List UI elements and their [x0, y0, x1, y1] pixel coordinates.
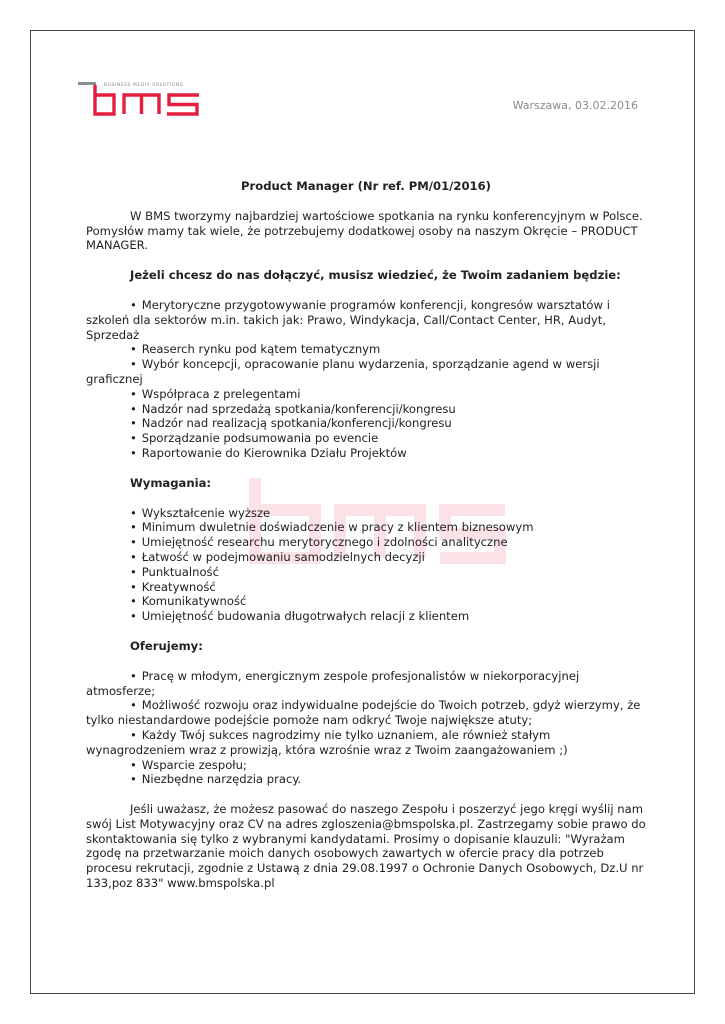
- bullet-icon: •: [130, 698, 137, 713]
- list-item: • Umiejętność researchu merytorycznego i zdolności analityczne: [130, 535, 508, 550]
- bullet-icon: •: [130, 297, 137, 312]
- bullet-icon: •: [130, 357, 137, 372]
- list-item: • Komunikatywność: [130, 594, 247, 609]
- bullet-icon: •: [130, 386, 137, 401]
- list-item: • Sporządzanie podsumowania po evencie: [130, 431, 379, 446]
- job-posting: [86, 179, 646, 891]
- list-item: • Możliwość rozwoju oraz indywidualne podejście do Twoich potrzeb, gdyż wierzymy, że tylko niestandardowe podejście pomoże nam odkryć Twoje największe atuty;: [86, 698, 641, 728]
- requirements-heading: Wymagania:: [130, 475, 212, 490]
- requirements-list: [86, 506, 646, 624]
- list-item: • Umiejętność budowania długotrwałych relacji z klientem: [130, 609, 470, 624]
- closing-paragraph: Jeśli uważasz, że możesz pasować do naszego Zespołu i poszerzyć jego kręgi wyślij nam swój List Motywacyjny oraz CV na adres zgloszenia@bmspolska.pl. Zastrzegamy sobie prawo do skontaktowania się tylko z wybranymi kandydatami. Prosimy o dopisanie klauzuli: "Wyrażam zgodę na przetwarzanie moich danych osobowych zawartych w ofercie pracy dla potrzeb procesu rekrutacji, zgodnie z Ustawą z dnia 29.08.1997 o Ochronie Danych Osobowych, Dz.U nr 133,poz 833" www.bmspolska.pl: [86, 802, 646, 891]
- job-title: Product Manager (Nr ref. PM/01/2016): [241, 179, 491, 193]
- bullet-icon: •: [130, 431, 137, 446]
- list-item: • Nadzór nad realizacją spotkania/konferencji/kongresu: [130, 416, 452, 431]
- list-item: • Nadzór nad sprzedażą spotkania/konferencji/kongresu: [130, 401, 456, 416]
- list-item: • Kreatywność: [130, 579, 216, 594]
- list-item: • Reaserch rynku pod kątem tematycznym: [130, 342, 381, 357]
- bullet-icon: •: [130, 520, 137, 535]
- bullet-icon: •: [130, 342, 137, 357]
- tasks-heading: Jeżeli chcesz do nas dołączyć, musisz wiedzieć, że Twoim zadaniem będzie:: [130, 268, 621, 283]
- bullet-icon: •: [130, 668, 137, 683]
- bullet-icon: •: [130, 535, 137, 550]
- list-item: • Każdy Twój sukces nagrodzimy nie tylko uznaniem, ale również stałym wynagrodzeniem wraz z prowizją, która wzrośnie wraz z Twoim zaangażowaniem ;): [86, 727, 568, 757]
- list-item: • Wybór koncepcji, opracowanie planu wydarzenia, sporządzanie agend w wersji graficznej: [86, 357, 600, 386]
- list-item: • Niezbędne narzędzia pracy.: [130, 772, 302, 787]
- bullet-icon: •: [130, 564, 137, 579]
- bullet-icon: •: [130, 609, 137, 624]
- bms-logo: [78, 80, 208, 118]
- intro-paragraph-2: Pomysłów mamy tak wiele, że potrzebujemy dodatkowej osoby na naszym Okręcie – PRODUCT MANAGER.: [86, 223, 638, 253]
- bullet-icon: •: [130, 579, 137, 594]
- bullet-icon: •: [130, 772, 137, 787]
- logo-tagline: BUSINESS MEDIA SOLUTIONS: [104, 83, 184, 88]
- list-item: • Łatwość w podejmowaniu samodzielnych decyzji: [130, 549, 425, 564]
- list-item: • Wykształcenie wyższe: [130, 505, 271, 520]
- bullet-icon: •: [130, 757, 137, 772]
- offer-list: [86, 669, 646, 787]
- bullet-icon: •: [130, 416, 137, 431]
- list-item: • Merytoryczne przygotowywanie programów konferencji, kongresów warsztatów i szkoleń dla sektorów m.in. takich jak: Prawo, Windykacja, Call/Contact Center, HR, Audyt, Sprzedaż: [86, 297, 610, 342]
- logo-top-bar: [78, 82, 96, 85]
- list-item: • Raportowanie do Kierownika Działu Projektów: [130, 445, 407, 460]
- bullet-icon: •: [130, 549, 137, 564]
- list-item: • Współpraca z prelegentami: [130, 386, 301, 401]
- offer-heading: Oferujemy:: [130, 638, 203, 653]
- list-item: • Wsparcie zespołu;: [130, 757, 247, 772]
- bullet-icon: •: [130, 401, 137, 416]
- list-item: • Pracę w młodym, energicznym zespole profesjonalistów w niekorporacyjnej atmosferze;: [86, 668, 580, 698]
- logo-letters: [95, 85, 199, 114]
- bullet-icon: •: [130, 505, 137, 520]
- tasks-list: [86, 298, 646, 461]
- bullet-icon: •: [130, 727, 137, 742]
- list-item: • Punktualność: [130, 564, 219, 579]
- document-date: Warszawa, 03.02.2016: [512, 99, 638, 112]
- list-item: • Minimum dwuletnie doświadczenie w pracy z klientem biznesowym: [130, 520, 534, 535]
- intro-paragraph-1: W BMS tworzymy najbardziej wartościowe spotkania na rynku konferencyjnym w Polsce.: [130, 208, 643, 223]
- bullet-icon: •: [130, 445, 137, 460]
- bullet-icon: •: [130, 594, 137, 609]
